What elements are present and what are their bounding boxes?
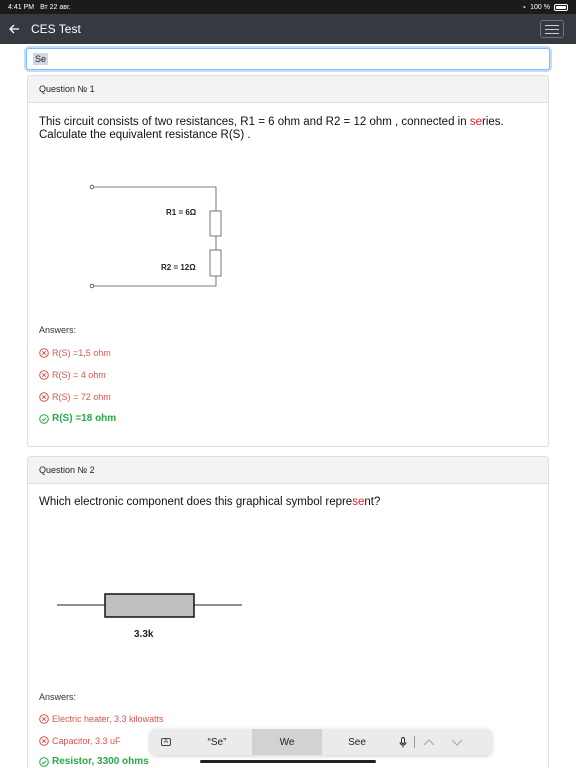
wifi-icon: ◔ [521, 2, 527, 12]
chevron-down-icon[interactable] [443, 739, 471, 746]
question-text-part: Which electronic component does this graphical symbol repre [39, 496, 353, 508]
answer-text: Electric heater, 3.3 kilowatts [52, 714, 164, 724]
answer-option[interactable] [39, 370, 537, 380]
microphone-icon[interactable] [392, 737, 414, 748]
status-time: 4:41 PM [8, 3, 35, 11]
hamburger-icon-line [545, 33, 559, 34]
circuit-diagram [39, 149, 269, 322]
answer-option[interactable] [39, 714, 537, 724]
keyboard-toggle-icon[interactable]: A [150, 738, 182, 746]
question-text-part: This circuit consists of two resistances, R1 = 6 ohm and R2 = 12 ohm , connected in [39, 116, 470, 128]
check-circle-icon [39, 757, 49, 767]
chevron-up-icon[interactable] [415, 739, 443, 746]
resistor-symbol-diagram [39, 518, 267, 689]
search-value: Se [35, 54, 47, 64]
status-bar [0, 0, 576, 14]
r1-label: R1 = 6Ω [166, 208, 197, 217]
question-text-part: ries. [481, 116, 504, 128]
x-circle-icon [39, 736, 49, 746]
answers-label: Answers: [39, 692, 77, 702]
suggestion-quoted[interactable]: “Se” [207, 736, 227, 748]
back-button[interactable] [0, 14, 28, 44]
question-text [39, 116, 537, 142]
answer-option-correct[interactable] [39, 413, 537, 424]
answer-text: R(S) =1,5 ohm [52, 348, 111, 358]
keyboard-suggestion-bar [150, 729, 492, 755]
menu-button[interactable] [540, 20, 564, 38]
r2-label: R2 = 12Ω [161, 263, 196, 272]
x-circle-icon [39, 370, 49, 380]
question-card-2 [27, 456, 549, 768]
status-date: Вт 22 авг. [40, 3, 71, 11]
resistor-value-label: 3.3k [134, 629, 154, 640]
home-indicator[interactable] [200, 760, 376, 763]
search-input[interactable] [26, 48, 550, 70]
answer-option[interactable] [39, 392, 537, 402]
hamburger-icon-line [545, 25, 559, 26]
search-highlight: se [469, 116, 482, 128]
x-circle-icon [39, 714, 49, 724]
x-circle-icon [39, 392, 49, 402]
x-circle-icon [39, 348, 49, 358]
answer-text: Capacitor, 3.3 uF [52, 736, 121, 746]
page-title: CES Test [31, 22, 81, 36]
question-header: Question № 1 [28, 76, 548, 103]
question-text [39, 496, 537, 509]
battery-percent: 100 % [530, 3, 550, 11]
answers-label: Answers: [39, 325, 77, 335]
arrow-left-icon [9, 24, 20, 34]
answer-text: R(S) = 72 ohm [52, 392, 111, 402]
suggestion-1[interactable]: We [252, 729, 322, 755]
hamburger-icon-line [545, 29, 559, 30]
answer-option[interactable] [39, 348, 537, 358]
question-card-1 [27, 75, 549, 447]
question-header: Question № 2 [28, 457, 548, 484]
question-text-part: nt? [364, 496, 381, 508]
battery-icon [554, 4, 568, 11]
suggestion-2[interactable]: See [348, 736, 366, 748]
navbar [0, 14, 576, 44]
search-highlight: se [352, 496, 365, 508]
check-circle-icon [39, 414, 49, 424]
answer-text: R(S) =18 ohm [52, 413, 117, 424]
question-text-part: Calculate the equivalent resistance R(S) . [39, 129, 251, 141]
answer-text: Resistor, 3300 ohms [52, 756, 149, 767]
answer-text: R(S) = 4 ohm [52, 370, 106, 380]
